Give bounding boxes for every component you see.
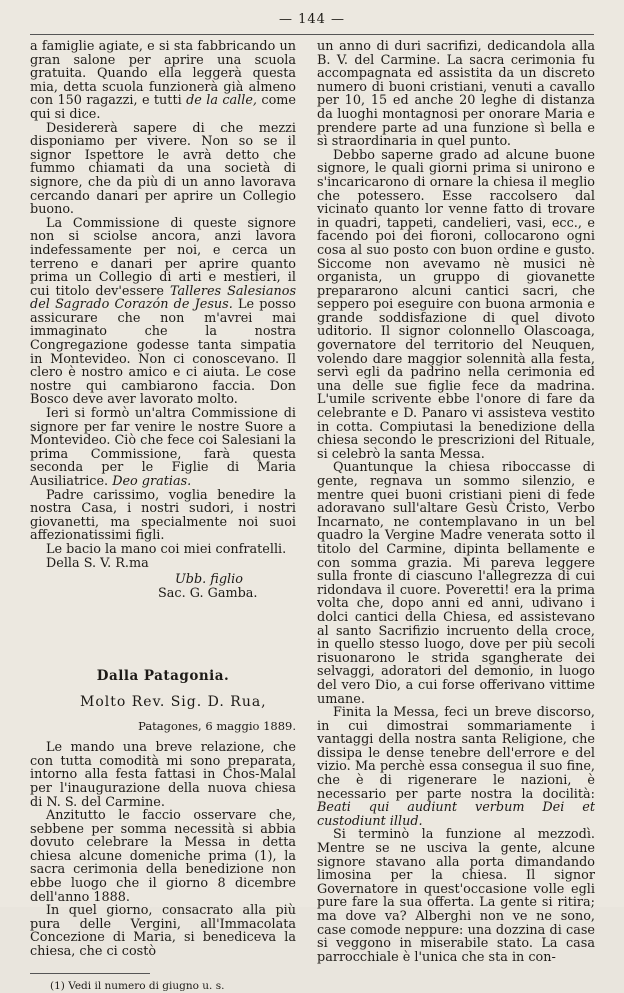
paragraph: Della S. V. R.ma xyxy=(46,555,149,571)
header-rule xyxy=(30,34,594,35)
paragraph: Padre carissimo, voglia benedire la nostra Casa, i nostri sudori, i nostri giovanetti, ma specialmente noi suoi affezionatissimi figli. xyxy=(30,487,296,544)
paragraph: Le bacio la mano coi miei confratelli. xyxy=(46,541,287,557)
signature-name: Sac. G. Gamba. xyxy=(158,585,258,601)
signature-line: Ubb. figlio xyxy=(175,572,243,588)
paragraph: Si terminò la funzione al mezzodì. Mentre se ne usciva la gente, alcune signore stavano alla porta dimandando limosina per la chiesa. Il signor Governatore in quest'occasione volle egli pure fare la sua offerta. La gente si ritira; ma dove va? Alberghi non ve ne sono, case comode neppure: una dozzina di case si veggono in miserabile stato. La casa parrocchiale è l'unica che sta in con- xyxy=(317,827,595,965)
paragraph: Debbo saperne grado ad alcune buone signore, le quali giorni prima si unirono e s'incaricarono di ornare la chiesa il meglio che potessero. Esse raccolsero dal vicinato quanto lor venne fatto di trovare in quadri, tappeti, candelieri, vasi, ecc., e facendo poi dei fioroni, collocarono ogni cosa al suo posto con buon ordine e gusto. Siccome non avevamo nè musici nè organista, un gruppo di giovanette prepararono alcuni cantici sacri, che seppero poi eseguire con buona armonia e grande soddisfazione di quel divoto uditorio. Il signor colonnello Olascoaga, governatore del territorio del Neuquen, volendo dare maggior solennità alla festa, servì egli da padrino nella cerimonia ed una delle sue figlie fece da madrina. L'umile scrivente ebbe l'onore di fare da celebrante e D. Panaro vi assisteva vestito in cotta. Compiutasi la benedizione della chiesa secondo le prescrizioni del Rituale, si celebrò la santa Messa. xyxy=(317,147,595,462)
paragraph: Desidererà sapere di che mezzi disponiamo per vivere. Non so se il signor Ispettore le avrà detto che fummo chiamati da una società di signore, che da più di un anno lavorava cercando danari per aprire un Collegio buono. xyxy=(30,120,296,218)
dateline: Patagones, 6 maggio 1889. xyxy=(138,718,296,733)
right-column xyxy=(317,40,595,964)
page-number: — 144 — xyxy=(278,12,346,27)
paragraph: La Commissione di queste signore non si sciolse ancora, anzi lavora indefessamente per noi, e cerca un terreno e danari per aprire quanto prima un Collegio di arti e mestieri, il cui titolo dev'essere Talleres Salesianos del Sagrado Corazón de Jesus. Le posso assicurare che non m'avrei mai immaginato che la nostra Congregazione godesse tanta simpatia in Montevideo. Non ci conoscevano. Il clero è nostro amico e ci aiuta. Le cose nostre qui cambiarono faccia. Don Bosco deve aver lavorato molto. xyxy=(30,215,297,408)
paragraph: In quel giorno, consacrato alla più pura delle Vergini, all'Immacolata Concezione di Maria, si benediceva la chiesa, che ci costò xyxy=(30,903,296,960)
paragraph: Finita la Messa, feci un breve discorso, in cui dimostrai sommariamente i vantaggi della nostra santa Religione, che dissipa le dense tenebre dell'errore e del vizio. Ma perchè essa consegua il suo fine, che è di rigenerare le nazioni, è necessario per parte nostra la docilità: Beati qui audiunt verbum Dei et custodiunt illud. xyxy=(317,705,595,829)
section-title: Dalla Patagonia. xyxy=(96,668,230,685)
paragraph: Le mando una breve relazione, che con tutta comodità mi sono preparata, intorno alla festa fattasi in Chos-Malal per l'inaugurazione della nuova chiesa di N. S. del Carmine. xyxy=(30,740,296,810)
paragraph: Ieri si formò un'altra Commissione di signore per far venire le nostre Suore a Montevideo. Ciò che fece coi Salesiani la prima Commissione, farà questa seconda per le Figlie di Maria Ausiliatrice. Deo gratias. xyxy=(30,406,296,489)
paragraph: Anzitutto le faccio osservare che, sebbene per somma necessità si abbia dovuto celebrare la Messa in detta chiesa alcune domeniche prima (1), la sacra cerimonia della benedizione non ebbe luogo che il giorno 8 dicembre dell'anno 1888. xyxy=(30,808,296,905)
footnote-rule xyxy=(30,973,150,974)
footnote: (1) Vedi il numero di giugno u. s. xyxy=(50,979,225,992)
paragraph: un anno di duri sacrifizi, dedicandola alla B. V. del Carmine. La sacra cerimonia fu accompagnata ed assistita da un discreto numero di buoni cristiani, venuti a cavallo per 10, 15 ed anche 20 leghe di distanza da luoghi montagnosi per onorare Maria e prendere parte ad una funzione sì bella e sì straordinaria in quel punto. xyxy=(317,39,595,150)
paragraph: a famiglie agiate, e si sta fabbricando un gran salone per aprire una scuola gratuita. Quando ella leggerà questa mia, detta scuola funzionerà già almeno con 150 ragazzi, e tutti de la calle, come qui si dice. xyxy=(30,39,296,122)
paragraph: Quantunque la chiesa riboccasse di gente, regnava un sommo silenzio, e mentre quei buoni cristiani pieni di fede adoravano sull'altare Gesù Cristo, Verbo Incarnato, ne contemplavano in un bel quadro la Vergine Madre venerata sotto il titolo del Carmine, dipinta bellamente e con somma grazia. Mi pareva leggere sulla fronte di ciascuno l'allegrezza di cui ridondava il cuore. Poveretti! era la prima volta che, dopo anni ed anni, udivano i dolci cantici della Chiesa, ed assistevano al santo Sacrifizio incruento della croce, in quello stesso luogo, dove per più secoli risuonarono le strida sgangherate dei selvaggi, adoratori del demonio, in luogo del vero Dio, a cui forse offerivano vittime umane. xyxy=(317,460,595,707)
left-column xyxy=(30,40,296,993)
salutation: Molto Rev. Sig. D. Rua, xyxy=(80,693,267,710)
